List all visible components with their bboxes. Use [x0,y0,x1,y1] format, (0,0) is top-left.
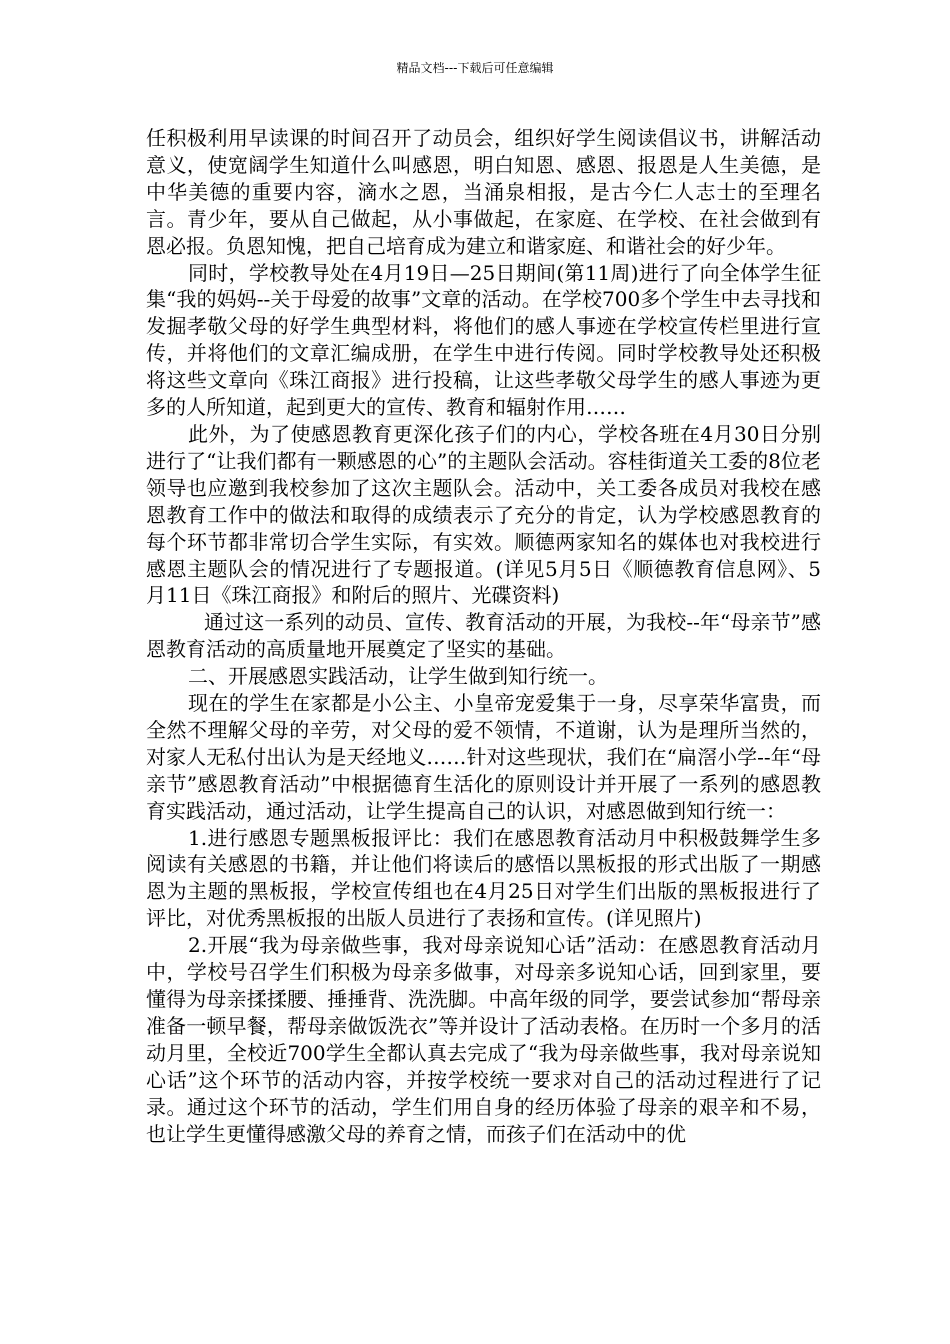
list-item-2: 2.开展“我为母亲做些事，我对母亲说知心话”活动：在感恩教育活动月中，学校号召学生们积极为母亲多做事，对母亲多说知心话，回到家里，要懂得为母亲揉揉腰、捶捶背、洗洗脚。中高年级的同学，要尝试参加“帮母亲准备一顿早餐，帮母亲做饭洗衣”等并设计了活动表格。在历时一个多月的活动月里，全校近700学生全都认真去完成了“我为母亲做些事，我对母亲说知心话”这个环节的活动内容，并按学校统一要求对自己的活动过程进行了记录。通过这个环节的活动，学生们用自身的经历体验了母亲的艰辛和不易，也让学生更懂得感激父母的养育之情，而孩子们在活动中的优 [146,933,821,1146]
document-body [146,125,821,1147]
page-header: 精品文档---下载后可任意编辑 [396,61,554,75]
section-heading: 二、开展感恩实践活动，让学生做到知行统一。 [188,664,608,689]
paragraph-3: 此外，为了使感恩教育更深化孩子们的内心，学校各班在4月30日分别进行了“让我们都有一颗感恩的心”的主题队会活动。容桂街道关工委的8位老领导也应邀到我校参加了这次主题队会。活动中，关工委各成员对我校在感恩教育工作中的做法和取得的成绩表示了充分的肯定，认为学校感恩教育的每个环节都非常切合学生实际，有实效。顺德两家知名的媒体也对我校进行感恩主题队会的情况进行了专题报道。(详见5月5日《顺德教育信息网》、5月11日《珠江商报》和附后的照片、光碟资料) [146,421,821,608]
paragraph-1: 任积极利用早读课的时间召开了动员会，组织好学生阅读倡议书，讲解活动意义，使宽阔学生知道什么叫感恩，明白知恩、感恩、报恩是人生美德，是中华美德的重要内容，滴水之恩，当涌泉相报，是古今仁人志士的至理名言。青少年，要从自己做起，从小事做起，在家庭、在学校、在社会做到有恩必报。负恩知愧，把自己培育成为建立和谐家庭、和谐社会的好少年。 [146,126,821,258]
paragraph-2: 同时，学校教导处在4月19日—25日期间(第11周)进行了向全体学生征集“我的妈妈--关于母爱的故事”文章的活动。在学校700多个学生中去寻找和发掘孝敬父母的好学生典型材料，将他们的感人事迹在学校宣传栏里进行宣传，并将他们的文章汇编成册，在学生中进行传阅。同时学校教导处还积极将这些文章向《珠江商报》进行投稿，让这些孝敬父母学生的感人事迹为更多的人所知道，起到更大的宣传、教育和辐射作用…… [146,260,821,420]
paragraph-5: 现在的学生在家都是小公主、小皇帝宠爱集于一身，尽享荣华富贵，而全然不理解父母的辛劳，对父母的爱不领情，不道谢，认为是理所当然的，对家人无私付出认为是天经地义……针对这些现状，我们在“扁滘小学--年“母亲节”感恩教育活动”中根据德育生活化的原则设计并开展了一系列的感恩教育实践活动，通过活动，让学生提高自己的认识，对感恩做到知行统一： [146,691,821,823]
list-item-1: 1.进行感恩专题黑板报评比：我们在感恩教育活动月中积极鼓舞学生多阅读有关感恩的书籍，并让他们将读后的感悟以黑板报的形式出版了一期感恩为主题的黑板报，学校宣传组也在4月25日对学生们出版的黑板报进行了评比，对优秀黑板报的出版人员进行了表扬和宣传。(详见照片) [146,825,821,931]
paragraph-4: 通过这一系列的动员、宣传、教育活动的开展，为我校--年“母亲节”感恩教育活动的高质量地开展奠定了坚实的基础。 [146,610,821,662]
